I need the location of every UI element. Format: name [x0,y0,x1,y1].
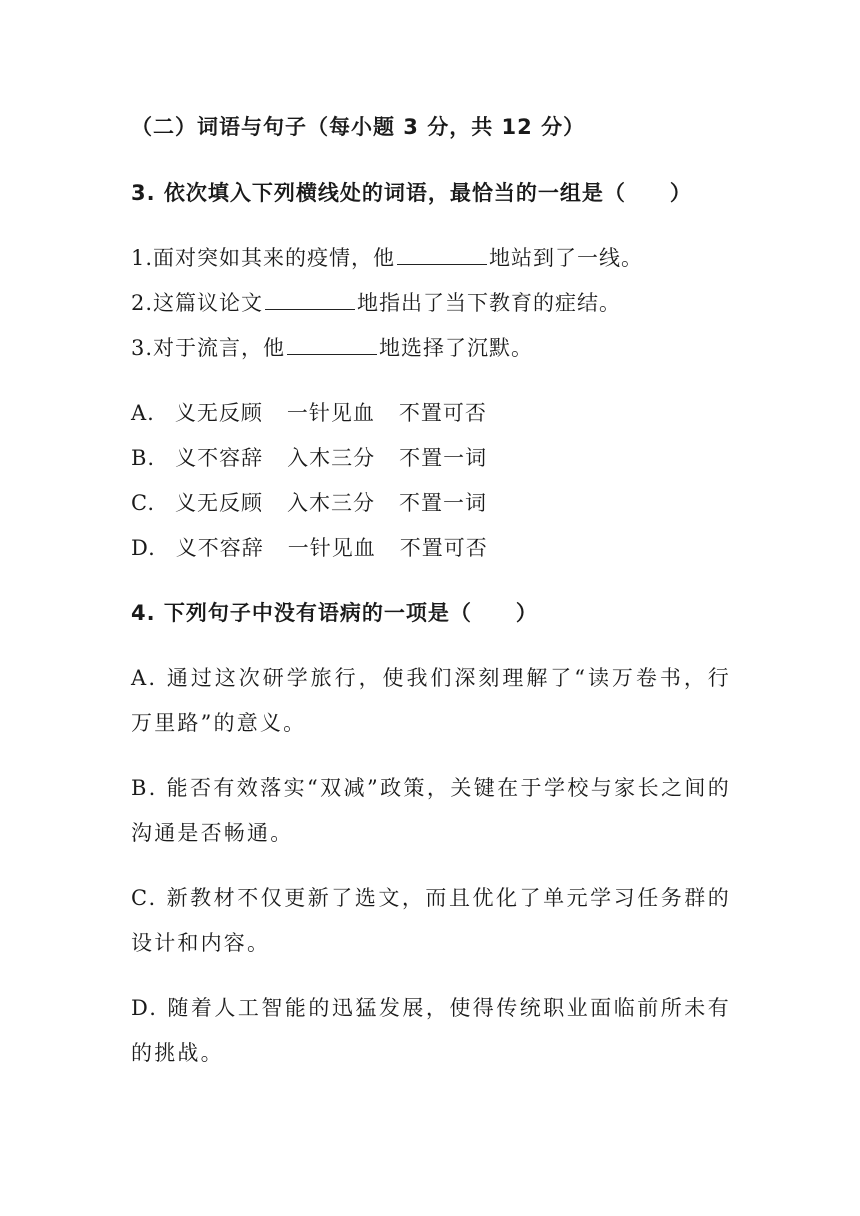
q4-option-a: A. 通过这次研学旅行，使我们深刻理解了“读万卷书，行万里路”的意义。 [131,666,731,735]
option-word: 一针见血 [286,401,375,425]
option-letter: A. [131,401,155,425]
option-word: 一针见血 [287,536,376,560]
option-word: 不置一词 [399,491,487,515]
q3-sentence-2 [131,288,621,318]
q4-stem: 4. 下列句子中没有语病的一项是（ ） [131,601,538,625]
option-letter: C. [131,491,155,515]
option-word: 不置可否 [399,536,488,560]
sentence-text: 地指出了当下教育的症结。 [357,291,622,315]
option-word: 义无反顾 [174,401,263,425]
q4-option-b: B. 能否有效落实“双减”政策，关键在于学校与家长之间的沟通是否畅通。 [131,776,731,845]
option-word: 义不容辞 [175,536,264,560]
option-word: 入木三分 [287,446,376,470]
option-word: 义不容辞 [175,446,264,470]
option-word: 入木三分 [287,491,375,515]
sentence-text: 2.这篇议论文 [131,291,264,315]
q3-option-c [131,488,487,518]
q3-option-b [131,443,487,473]
section-title: （二）词语与句子（每小题 3 分，共 12 分） [131,115,586,139]
sentence-text: 3.对于流言，他 [131,336,286,360]
fill-blank [397,244,487,265]
q3-stem: 3. 依次填入下列横线处的词语，最恰当的一组是（ ） [131,181,692,205]
q4-option-d: D. 随着人工智能的迅猛发展，使得传统职业面临前所未有的挑战。 [131,996,731,1065]
q3-option-d [131,533,488,563]
option-word: 义无反顾 [175,491,263,515]
sentence-text: 1.面对突如其来的疫情，他 [131,246,396,270]
option-letter: B. [131,446,156,470]
q4-option-c: C. 新教材不仅更新了选文，而且优化了单元学习任务群的设计和内容。 [131,886,731,955]
option-letter: D. [131,536,156,560]
q3-sentence-1 [131,243,643,273]
q3-option-a [131,398,487,428]
option-word: 不置一词 [399,446,488,470]
q3-sentence-3 [131,333,533,363]
fill-blank [287,334,377,355]
sentence-text: 地选择了沉默。 [379,336,534,360]
option-word: 不置可否 [398,401,487,425]
fill-blank [265,289,355,310]
sentence-text: 地站到了一线。 [489,246,644,270]
